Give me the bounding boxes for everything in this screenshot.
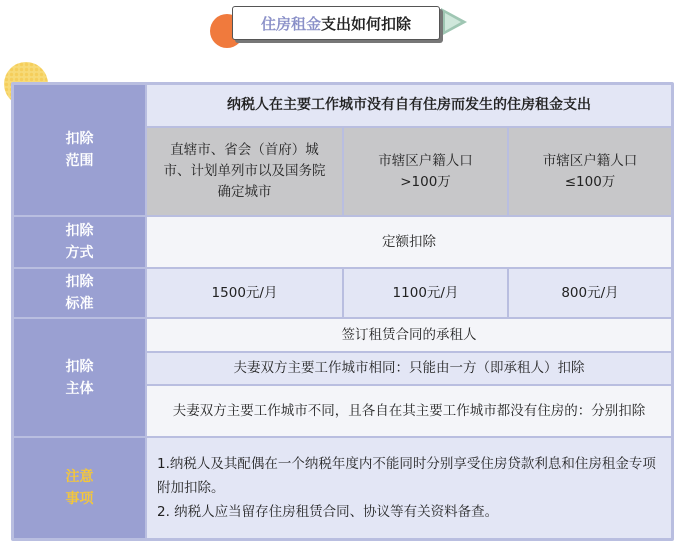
method-header: 扣除 方式 <box>14 217 145 267</box>
title-highlight: 住房租金 <box>260 14 321 33</box>
scope-header: 扣除 范围 <box>14 85 145 215</box>
subject-row-1: 签订租赁合同的承租人 <box>147 319 671 351</box>
scope-col-3: 市辖区户籍人口 ≤100万 <box>509 128 671 215</box>
subject-header: 扣除 主体 <box>14 319 145 436</box>
note-item-2: 2. 纳税人应当留存住房租赁合同、协议等有关资料备查。 <box>157 504 499 520</box>
standard-header: 扣除 标准 <box>14 269 145 317</box>
method-value: 定额扣除 <box>147 217 671 267</box>
notes-body <box>147 438 671 538</box>
note-item-1: 1.纳税人及其配偶在一个纳税年度内不能同时分别享受住房贷款利息和住房租金专项附加扣除。 <box>157 456 656 496</box>
standard-value-1: 1500元/月 <box>147 269 342 317</box>
title-rest: 支出如何扣除 <box>321 14 412 33</box>
subject-row-3: 夫妻双方主要工作城市不同，且各自在其主要工作城市都没有住房的：分别扣除 <box>147 386 671 436</box>
scope-top: 纳税人在主要工作城市没有自有住房而发生的住房租金支出 <box>147 85 671 126</box>
subject-row-2: 夫妻双方主要工作城市相同：只能由一方（即承租人）扣除 <box>147 353 671 384</box>
standard-value-3: 800元/月 <box>509 269 671 317</box>
deduction-table <box>11 82 674 541</box>
scope-col-1: 直辖市、省会（首府）城市、计划单列市以及国务院确定城市 <box>147 128 342 215</box>
arrow-inner-decoration <box>445 13 461 31</box>
page-title <box>232 6 440 40</box>
scope-col-2: 市辖区户籍人口 >100万 <box>344 128 507 215</box>
standard-value-2: 1100元/月 <box>344 269 507 317</box>
notes-header: 注意 事项 <box>14 438 145 538</box>
